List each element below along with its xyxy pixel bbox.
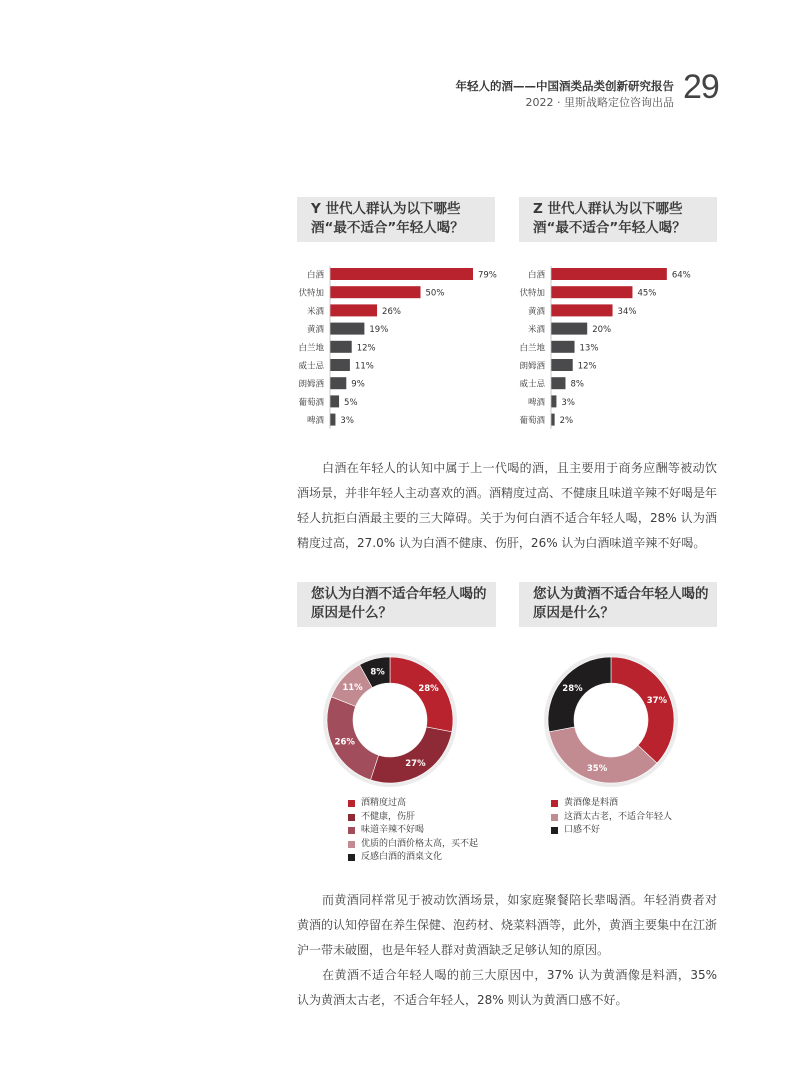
bar-category-label: 威士忌	[298, 361, 324, 372]
bar-value-label: 12%	[577, 361, 597, 372]
legend-swatch	[551, 814, 558, 821]
chart-huangjiu-title: 您认为黄酒不适合年轻人喝的原因是什么？	[519, 582, 717, 627]
bar	[551, 286, 632, 298]
legend-swatch	[348, 841, 355, 848]
bar-value-label: 3%	[561, 397, 575, 408]
legend-item	[348, 838, 478, 852]
bar-chart-z-generation	[514, 262, 724, 434]
donut-slice-label: 8%	[370, 667, 385, 678]
bar-category-label: 白兰地	[519, 343, 545, 354]
legend-huangjiu	[551, 797, 672, 838]
bar	[551, 377, 565, 389]
legend-label: 优质的白酒价格太高，买不起	[361, 838, 479, 849]
bar-category-label: 黄酒	[306, 325, 324, 336]
chart-y-title: Y 世代人群认为以下哪些酒“最不适合”年轻人喝？	[297, 197, 495, 242]
bar	[551, 304, 613, 316]
page-number: 29	[683, 68, 719, 106]
bar-category-label: 威士忌	[519, 379, 545, 390]
donut-hole	[575, 684, 648, 757]
donut-chart-baijiu	[320, 650, 460, 790]
bar-value-label: 5%	[344, 397, 358, 408]
chart-baijiu-title: 您认为白酒不适合年轻人喝的原因是什么？	[297, 582, 496, 627]
legend-item	[551, 797, 672, 811]
bar-category-label: 葡萄酒	[298, 397, 324, 408]
bar-value-label: 50%	[425, 288, 445, 299]
bar	[330, 414, 335, 426]
donut-slice-label: 26%	[334, 737, 355, 748]
donut-slice-label: 37%	[646, 696, 668, 707]
legend-swatch	[348, 800, 355, 807]
donut-slice-label: 11%	[342, 682, 363, 693]
legend-item	[551, 824, 672, 838]
bar-value-label: 79%	[477, 270, 497, 281]
legend-label: 这酒太古老，不适合年轻人	[564, 811, 673, 822]
donut-hole	[354, 684, 427, 757]
bar-value-label: 3%	[340, 416, 354, 427]
legend-label: 味道辛辣不好喝	[361, 825, 425, 835]
legend-label: 反感白酒的酒桌文化	[361, 852, 443, 862]
bar-value-label: 11%	[354, 361, 374, 372]
paragraph-huangjiu	[297, 888, 717, 1013]
bar	[330, 395, 339, 407]
bar-value-label: 2%	[559, 416, 574, 427]
legend-label: 不健康，伤肝	[361, 811, 416, 822]
paragraph-baijiu-text: 白酒在年轻人的认知中属于上一代喝的酒，且主要用于商务应酬等被动饮酒场景，并非年轻人主动喜欢的酒。酒精度过高、不健康且味道辛辣不好喝是年轻人抗拒白酒最主要的三大障碍。关于为何白酒不适合年轻人喝，28% 认为酒精度过高，27.0% 认为白酒不健康、伤肝，26% 认为白酒味道辛辣不好喝。	[297, 461, 718, 550]
bar	[330, 377, 346, 389]
donut-chart-huangjiu	[541, 650, 681, 790]
legend-item	[348, 797, 478, 811]
bar	[551, 414, 555, 426]
legend-item	[348, 811, 478, 825]
bar	[551, 395, 556, 407]
paragraph-baijiu	[297, 456, 717, 556]
bar-value-label: 45%	[637, 288, 657, 299]
bar	[330, 341, 352, 353]
legend-label: 黄酒像是料酒	[564, 798, 619, 808]
donut-slice-label: 28%	[562, 684, 583, 695]
bar	[551, 341, 575, 353]
bar-category-label: 伏特加	[519, 288, 545, 299]
bar-value-label: 8%	[570, 379, 584, 390]
bar-value-label: 20%	[592, 325, 612, 336]
bar	[551, 268, 667, 280]
legend-item	[348, 851, 478, 865]
bar-value-label: 12%	[356, 343, 376, 354]
chart-z-title: Z 世代人群认为以下哪些酒“最不适合”年轻人喝？	[519, 197, 717, 242]
legend-baijiu	[348, 797, 478, 865]
bar-chart-y-generation	[296, 262, 506, 434]
bar-category-label: 啤酒	[306, 416, 324, 427]
bar-category-label: 啤酒	[527, 397, 545, 408]
donut-slice-label: 35%	[586, 764, 608, 775]
bar-category-label: 白酒	[306, 270, 324, 281]
report-subtitle: 2022 · 里斯战略定位咨询出品	[525, 96, 674, 109]
bar	[551, 323, 587, 335]
bar	[330, 304, 377, 316]
bar-category-label: 米酒	[306, 306, 324, 317]
bar-category-label: 葡萄酒	[519, 416, 545, 427]
bar-value-label: 64%	[671, 270, 691, 281]
bar-category-label: 白酒	[527, 270, 545, 281]
bar	[330, 268, 473, 280]
bar-category-label: 黄酒	[527, 306, 545, 317]
bar-category-label: 朗姆酒	[298, 379, 324, 390]
bar	[330, 359, 350, 371]
legend-label: 酒精度过高	[361, 798, 407, 808]
paragraph-huangjiu-reasons-text: 在黄酒不适合年轻人喝的前三大原因中，37% 认为黄酒像是料酒，35% 认为黄酒太古老，不适合年轻人，28% 则认为黄酒口感不好。	[297, 968, 717, 1007]
donut-slice-label: 28%	[418, 684, 439, 695]
bar-value-label: 19%	[369, 325, 389, 336]
bar-category-label: 米酒	[527, 325, 545, 336]
bar	[551, 359, 573, 371]
report-title: 年轻人的酒——中国酒类品类创新研究报告	[455, 79, 674, 93]
paragraph-huangjiu-text: 而黄酒同样常见于被动饮酒场景，如家庭聚餐陪长辈喝酒。年轻消费者对黄酒的认知停留在养生保健、泡药材、烧菜料酒等，此外，黄酒主要集中在江浙沪一带未破圈，也是年轻人群对黄酒缺乏足够认知的原因。	[297, 893, 718, 957]
bar-value-label: 13%	[579, 343, 599, 354]
bar	[330, 286, 421, 298]
legend-label: 口感不好	[564, 825, 601, 835]
legend-item	[551, 811, 672, 825]
bar	[330, 323, 364, 335]
legend-swatch	[551, 827, 558, 834]
legend-item	[348, 824, 478, 838]
bar-category-label: 白兰地	[298, 343, 324, 354]
bar-value-label: 9%	[351, 379, 365, 390]
bar-category-label: 伏特加	[298, 288, 324, 299]
legend-swatch	[348, 814, 355, 821]
bar-value-label: 34%	[617, 306, 637, 317]
bar-category-label: 朗姆酒	[519, 361, 545, 372]
bar-value-label: 26%	[382, 306, 401, 317]
legend-swatch	[348, 854, 355, 861]
donut-slice-label: 27%	[405, 759, 426, 770]
legend-swatch	[348, 827, 355, 834]
legend-swatch	[551, 800, 558, 807]
